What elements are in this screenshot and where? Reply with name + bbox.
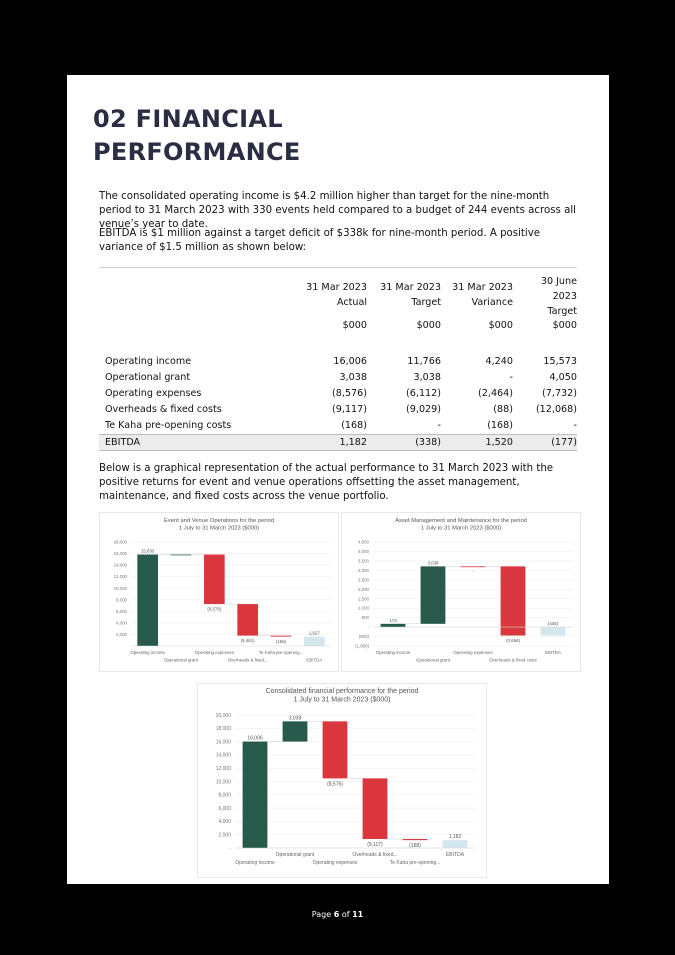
cell-value: -	[509, 372, 513, 383]
waterfall-bar	[403, 839, 428, 840]
y-tick-label: -	[229, 845, 231, 852]
chart-title: Consolidated financial performance for the period	[265, 688, 419, 695]
column-header	[441, 280, 513, 310]
cell-value: (177)	[551, 437, 577, 448]
cell-value: (6,112)	[406, 388, 441, 399]
category-label: EBITDA	[545, 650, 561, 655]
category-label: Operational grant	[416, 657, 450, 663]
cell-value: 16,006	[333, 356, 367, 367]
data-label: 1,627	[308, 630, 320, 636]
chart-subtitle: 1 July to 31 March 2023 ($000)	[420, 525, 502, 532]
cell-value: -	[573, 420, 577, 431]
column-header-text: 31 Mar 2023 Variance	[452, 282, 513, 308]
y-tick-label: 12,000	[215, 765, 231, 772]
y-tick-label: 10,000	[215, 779, 231, 786]
cell-value: 4,240	[485, 356, 513, 367]
chart-subtitle: 1 July to 31 March 2023 ($000)	[293, 696, 391, 704]
cell-value: 15,573	[543, 356, 577, 367]
waterfall-bar	[443, 840, 468, 848]
data-label: 16,006	[247, 735, 263, 742]
y-tick-label: 500	[361, 615, 369, 621]
data-label: (168)	[409, 843, 421, 850]
y-tick-label: 12,000	[113, 574, 127, 580]
cell-value: 1,520	[485, 437, 513, 448]
waterfall-bar	[304, 637, 325, 646]
table-row	[99, 402, 577, 418]
chart-consolidated	[197, 683, 487, 878]
category-label: EBITDA	[306, 657, 323, 663]
y-tick-label: 2,000	[358, 586, 369, 592]
data-label: (5,461)	[240, 638, 255, 644]
data-label: 15,833	[140, 548, 155, 554]
y-tick-label: 8,000	[116, 597, 127, 603]
waterfall-bar	[381, 624, 406, 627]
page-footer	[0, 910, 675, 919]
y-tick-label: 20,000	[215, 712, 231, 719]
data-label: 3,038	[427, 560, 439, 566]
section-title	[93, 103, 301, 169]
y-tick-label: 4,000	[116, 620, 127, 626]
row-label: Operating income	[105, 356, 192, 367]
financial-table	[99, 267, 577, 448]
category-label: EBITDA	[445, 852, 465, 858]
y-tick-label: 1,500	[358, 596, 369, 602]
y-tick-label: -	[367, 624, 369, 630]
column-header	[513, 274, 577, 319]
y-tick-label: 14,000	[215, 752, 231, 759]
y-tick-label: 18,000	[113, 539, 127, 545]
cell-value: (168)	[487, 420, 513, 431]
chart-consolidated-svg	[197, 683, 487, 878]
category-label: Operating income	[235, 860, 275, 866]
y-tick-label: 2,000	[116, 631, 127, 637]
waterfall-bar	[204, 555, 225, 605]
cell-value: 3,038	[413, 372, 441, 383]
report-page	[67, 75, 609, 884]
cell-value: (338)	[415, 437, 441, 448]
column-header-text: 31 Mar 2023 Target	[380, 282, 441, 308]
cell-value: (2,464)	[478, 388, 513, 399]
data-label: 173	[389, 617, 397, 623]
y-tick-label: 2,500	[358, 577, 369, 583]
data-label: (445)	[547, 621, 559, 627]
y-tick-label: 14,000	[113, 562, 127, 568]
y-tick-label: 2,000	[218, 832, 231, 839]
table-row	[99, 354, 577, 370]
waterfall-bar	[421, 566, 446, 623]
unit-label: $000	[552, 320, 577, 331]
cell-value: 4,050	[549, 372, 577, 383]
unit-label: $000	[342, 320, 367, 331]
unit-label: $000	[488, 320, 513, 331]
waterfall-bar	[501, 566, 526, 635]
table-row	[99, 386, 577, 402]
section-title-line1: 02 FINANCIAL	[93, 105, 283, 133]
footer-prefix: Page	[311, 910, 334, 919]
category-label: Overheads & fixed...	[227, 657, 268, 663]
waterfall-bar	[237, 604, 258, 636]
ebitda-paragraph: EBITDA is $1 million against a target deficit of $338k for nine-month period. A positive variance of $1.5 million as shown below:	[99, 228, 541, 253]
y-tick-label: 10,000	[113, 585, 127, 591]
y-tick-label: 3,500	[358, 558, 369, 564]
y-tick-label: 16,000	[215, 739, 231, 746]
waterfall-bar	[323, 721, 348, 778]
table-row	[99, 418, 577, 434]
data-label: 1,182	[448, 834, 462, 841]
data-label: (9,117)	[367, 842, 383, 849]
cell-value: (7,732)	[542, 388, 577, 399]
y-tick-label: 4,000	[218, 819, 231, 826]
y-tick-label: 4,000	[358, 548, 369, 554]
y-tick-label: 4,500	[358, 539, 369, 545]
column-header	[295, 280, 367, 310]
y-tick-label: 16,000	[113, 551, 127, 557]
waterfall-bar	[271, 636, 292, 637]
column-header	[367, 280, 441, 310]
category-label: Operating income	[130, 650, 165, 655]
chart-event-venue-operations-svg	[99, 512, 339, 672]
footer-current-page: 6	[333, 910, 340, 919]
graph-intro-paragraph: Below is a graphical representation of the actual performance to 31 March 2023 with the positive returns for event and venue operations offsetting the asset management, maintenance, and fixed costs across the venue portfolio.	[99, 463, 554, 502]
category-label: Operating expenses	[194, 650, 234, 655]
footer-total-pages: 11	[352, 910, 364, 919]
data-label: 3,038	[288, 715, 302, 722]
waterfall-bar	[137, 555, 158, 646]
cell-value: (168)	[341, 420, 367, 431]
category-label: Overheads & fixed costs	[489, 657, 537, 663]
column-header-text: 31 Mar 2023 Actual	[306, 282, 367, 308]
chart-frame	[342, 513, 581, 672]
cell-value: 1,182	[339, 437, 367, 448]
data-label: (168)	[275, 638, 287, 644]
cell-value: (9,029)	[406, 404, 441, 415]
column-header-text: 30 June 2023 Target	[540, 276, 577, 317]
cell-value: 3,038	[339, 372, 367, 383]
category-label: Overheads & fixed...	[352, 852, 398, 858]
data-label: (3,656)	[506, 637, 520, 643]
y-tick-label: 6,000	[116, 608, 127, 614]
data-label: -	[472, 568, 474, 574]
category-label: Operating expenses	[312, 860, 358, 866]
y-tick-label: 1,000	[358, 605, 369, 611]
data-label: (8,576)	[327, 781, 343, 788]
intro-paragraph: The consolidated operating income is $4.2 million higher than target for the nine-month period to 31 March 2023 with 330 events held compared to a budget of 244 events across all venue’s year to date.	[99, 191, 576, 230]
waterfall-bar	[243, 742, 268, 848]
category-label: Te Kaha pre-opening...	[389, 860, 441, 866]
cell-value: (9,117)	[332, 404, 367, 415]
chart-title: Asset Management and Maintenance for the period	[395, 518, 527, 524]
y-tick-label: (500)	[358, 634, 369, 640]
category-label: Te Kaha pre-opening...	[258, 650, 304, 655]
row-label: Operational grant	[105, 372, 191, 383]
footer-middle: of	[339, 910, 353, 919]
chart-asset-management-svg	[341, 512, 581, 672]
data-label: (8,576)	[207, 606, 222, 612]
cell-value: (88)	[493, 404, 513, 415]
chart-subtitle: 1 July to 31 March 2023 ($000)	[178, 525, 260, 532]
waterfall-bar	[171, 555, 192, 556]
ebitda-total-row	[99, 434, 577, 451]
waterfall-bar	[461, 566, 486, 567]
category-label: Operating expenses	[453, 650, 493, 655]
category-label: Operational grant	[164, 657, 198, 663]
row-label: Overheads & fixed costs	[105, 404, 222, 415]
category-label: Operational grant	[275, 852, 315, 858]
chart-asset-management	[341, 512, 581, 672]
row-label: Te Kaha pre-opening costs	[105, 420, 232, 431]
y-tick-label: 8,000	[218, 792, 231, 799]
cell-value: -	[437, 420, 441, 431]
y-tick-label: 3,000	[358, 567, 369, 573]
cell-value: 11,766	[407, 356, 441, 367]
waterfall-bar	[541, 627, 566, 635]
row-label: Operating expenses	[105, 388, 202, 399]
cell-value: (12,068)	[535, 404, 577, 415]
waterfall-bar	[283, 721, 308, 741]
table-row	[99, 370, 577, 386]
unit-label: $000	[416, 320, 441, 331]
y-tick-label: 18,000	[215, 726, 231, 733]
cell-value: (8,576)	[332, 388, 367, 399]
category-label: Operating income	[375, 650, 411, 655]
waterfall-bar	[363, 778, 388, 839]
chart-event-venue-operations	[99, 512, 339, 672]
chart-title: Event and Venue Operations for the period	[164, 518, 274, 524]
y-tick-label: 6,000	[218, 805, 231, 812]
section-title-line2: PERFORMANCE	[93, 138, 301, 166]
row-label: EBITDA	[105, 437, 141, 448]
y-tick-label: (1,000)	[355, 643, 369, 649]
